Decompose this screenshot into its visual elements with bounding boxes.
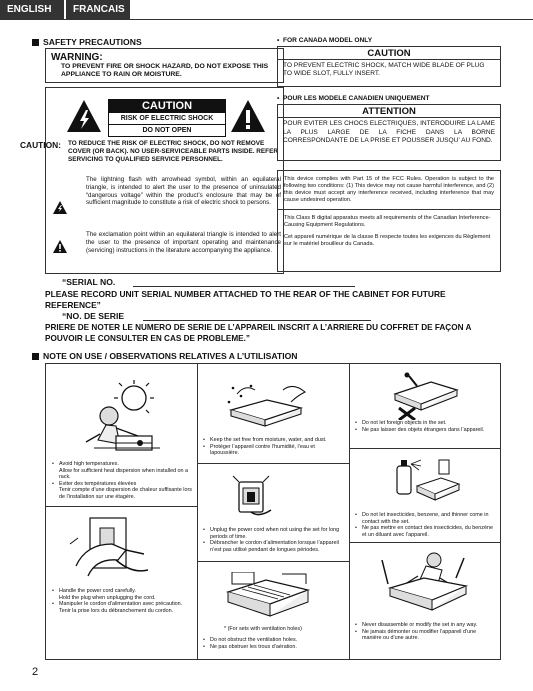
serial-line-fr [143, 320, 371, 321]
grid-divider [349, 448, 501, 449]
moisture-illustration [221, 382, 311, 428]
note-item: • Manipuler le cordon d’alimentation avec précaution. [52, 601, 183, 607]
power-cord-illustration [66, 514, 156, 582]
exclamation-warning-icon [230, 98, 266, 134]
small-lightning-icon [53, 201, 67, 214]
exclamation-explanation: The exclamation point within an equilateral triangle is intended to alert the user to the presence of important operating and maintenance (servicing) instructions in the literature accompanying the appliance. [86, 231, 281, 254]
unplug-illustration [231, 472, 277, 520]
fcc-box [277, 170, 501, 272]
note-item: • Do not let insecticides, benzene, and thinner come in contact with the set. [355, 512, 489, 525]
language-tabs [0, 0, 132, 19]
note-cell-1 [52, 461, 192, 500]
note-item: Hold the plug when unplugging the cord. [59, 594, 156, 601]
caution-text: TO REDUCE THE RISK OF ELECTRIC SHOCK, DO NOT REMOVE COVER (OR BACK). NO USER-SERVICEABLE PARTS INSIDE. REFER SERVICING TO QUALIFIED SERVICE PERSONNEL. [68, 140, 278, 163]
fcc-para-3: Cet appareil numérique de la classe B respecte toutes les exigences du Règlement sur le matériel brouilleur du Canada. [284, 234, 491, 247]
note-item: Tenir la prise lors du débranchement du cordon. [59, 607, 174, 614]
warning-box [45, 48, 284, 83]
note-item: • Handle the power cord carefully. [52, 588, 136, 594]
small-exclamation-icon [53, 240, 67, 253]
note-item: • Ne pas obstruer les trous d’aération. [203, 643, 297, 650]
insecticide-illustration [391, 456, 461, 508]
note-cell-4 [203, 527, 345, 553]
serial-label-fr: “NO. DE SERIE [62, 311, 125, 321]
caution-badge-title: CAUTION [109, 100, 225, 113]
lightning-warning-icon [66, 98, 102, 134]
note-cell-8 [355, 622, 497, 642]
note-cell-7 [203, 637, 345, 650]
warning-text: TO PREVENT FIRE OR SHOCK HAZARD, DO NOT EXPOSE THIS APPLIANCE TO RAIN OR MOISTURE. [61, 63, 269, 78]
tab-francais: FRANCAIS [66, 0, 130, 19]
note-cell-5 [355, 512, 497, 538]
note-item: • Ne pas laisser des objets étrangers dans l’appareil. [355, 426, 485, 433]
square-bullet-icon [32, 39, 39, 46]
note-item: • Unplug the power cord when not using the set for long periods of time. [203, 527, 340, 540]
square-bullet-icon [32, 353, 39, 360]
safety-section-title [32, 37, 142, 47]
canada-fr-title: POUR LES MODELE CANADIEN UNIQUEMENT [282, 95, 430, 102]
note-item: • Never disassemble or modify the set in any way. [355, 622, 478, 628]
header-rule [0, 19, 533, 20]
fcc-para-1: This device complies with Part 15 of the FCC Rules. Operation is subject to the following two conditions: (1) This device may not cause harmful interference, and (2) this device must accept any interference received, including interference that may cause undesired operation. [284, 176, 494, 203]
canada-title: FOR CANADA MODEL ONLY [282, 37, 373, 44]
notes-title: NOTE ON USE / OBSERVATIONS RELATIVES A L’UTILISATION [43, 351, 298, 361]
caution-badge-line2: DO NOT OPEN [142, 127, 192, 134]
caution-panel [20, 87, 284, 274]
notes-section-title [32, 351, 298, 361]
heat-illustration [76, 378, 171, 458]
caution-label-box [108, 99, 226, 137]
note-item: • Avoid high temperatures. [52, 461, 119, 467]
note-item: • Ne jamais démonter ou modifier l’appareil d’une manière ou d’une autre. [355, 628, 477, 641]
note-item: • Protéger l’appareil contre l’humidité, l’eau et lapoussière. [203, 443, 315, 456]
serial-text-en: PLEASE RECORD UNIT SERIAL NUMBER ATTACHED TO THE REAR OF THE CABINET FOR FUTURE REFERENCE” [45, 289, 446, 310]
canada-section-title: • FOR CANADA MODEL ONLY [277, 37, 373, 44]
page-number: 2 [32, 666, 39, 678]
safety-title: SAFETY PRECAUTIONS [43, 37, 142, 47]
canada-fr-section-title: • POUR LES MODELE CANADIEN UNIQUEMENT [277, 95, 430, 102]
note-item: • Do not obstruct the ventilation holes. [203, 637, 298, 643]
grid-divider [197, 463, 349, 464]
fcc-para-2: This Class B digital apparatus meets all requirements of the Canadian Interference-Causing Equipment Regulations. [284, 215, 491, 228]
note-item: Tenir compte d’une dispersion de chaleur suffisante lors de l’installation sur une étagère. [59, 487, 192, 500]
foreign-objects-illustration [391, 372, 461, 420]
grid-divider [349, 542, 501, 543]
note-item: • Ne pas mettre en contact des insecticides, du benzène et un diluant avec l’appareil. [355, 525, 493, 538]
grid-divider [46, 506, 197, 507]
note-cell-3 [355, 420, 497, 433]
note-cell-2 [203, 437, 345, 457]
note-item: • Do not let foreign objects in the set. [355, 420, 447, 426]
grid-divider [197, 364, 198, 659]
warning-title: WARNING: [51, 52, 103, 63]
tab-english: ENGLISH [0, 0, 64, 19]
grid-divider [349, 364, 350, 659]
ventilation-note: * (For sets with ventilation holes) [224, 626, 302, 632]
serial-label-en: “SERIAL NO. [62, 277, 116, 287]
caution-statement [20, 140, 280, 164]
notes-grid [45, 363, 501, 660]
canada-caution-box [277, 46, 501, 87]
note-cell-6 [52, 588, 192, 614]
note-item: • Keep the set free from moisture, water, and dust. [203, 437, 327, 443]
caution-badge [66, 98, 266, 136]
attention-text: POUR EVITER LES CHOCS ELECTRIQUES, INTERODUIRE LA LAME LA PLUS LARGE DE LA FICHE DANS LA BORNE CORRESPONDANTE DE LA PRISE ET POUSSER JUSQU’ AU FOND. [283, 120, 495, 145]
attention-box [277, 104, 501, 161]
fcc-divider [278, 209, 500, 210]
lightning-explanation: The lightning flash with arrowhead symbol, within an equilateral triangle, is intended to alert the user to the presence of uninsulated “dangerous voltage” within the product’s enclosure that may be of sufficient magnitude to constitute a risk of electric shock to persons. [86, 176, 281, 207]
ventilation-illustration [222, 572, 314, 620]
note-item: • Débrancher le cordon d’alimentation lorsque l’appareil n’est pas utilisé pendant de longues périodes. [203, 540, 339, 553]
caution-lead: CAUTION: [20, 140, 61, 150]
serial-text-fr: PRIERE DE NOTER LE NUMERO DE SERIE DE L’APPAREIL INSCRIT A L’ARRIERE DU COFFRET DE FAÇON A POUVOIR LE CONSULTER EN CAS DE PROBLEME.” [45, 323, 472, 343]
note-item: • Eviter des températures élevées [52, 480, 137, 487]
canada-caution-text: TO PREVENT ELECTRIC SHOCK, MATCH WIDE BLADE OF PLUG TO WIDE SLOT, FULLY INSERT. [283, 62, 485, 78]
grid-divider [197, 561, 349, 562]
attention-title: ATTENTION [278, 105, 500, 118]
disassemble-illustration [376, 550, 476, 612]
caution-badge-line1: RISK OF ELECTRIC SHOCK [109, 113, 225, 125]
canada-caution-title: CAUTION [278, 47, 500, 60]
serial-line-en [133, 286, 355, 287]
note-item: Allow for sufficient heat dispersion when installed on a rack. [59, 467, 189, 480]
